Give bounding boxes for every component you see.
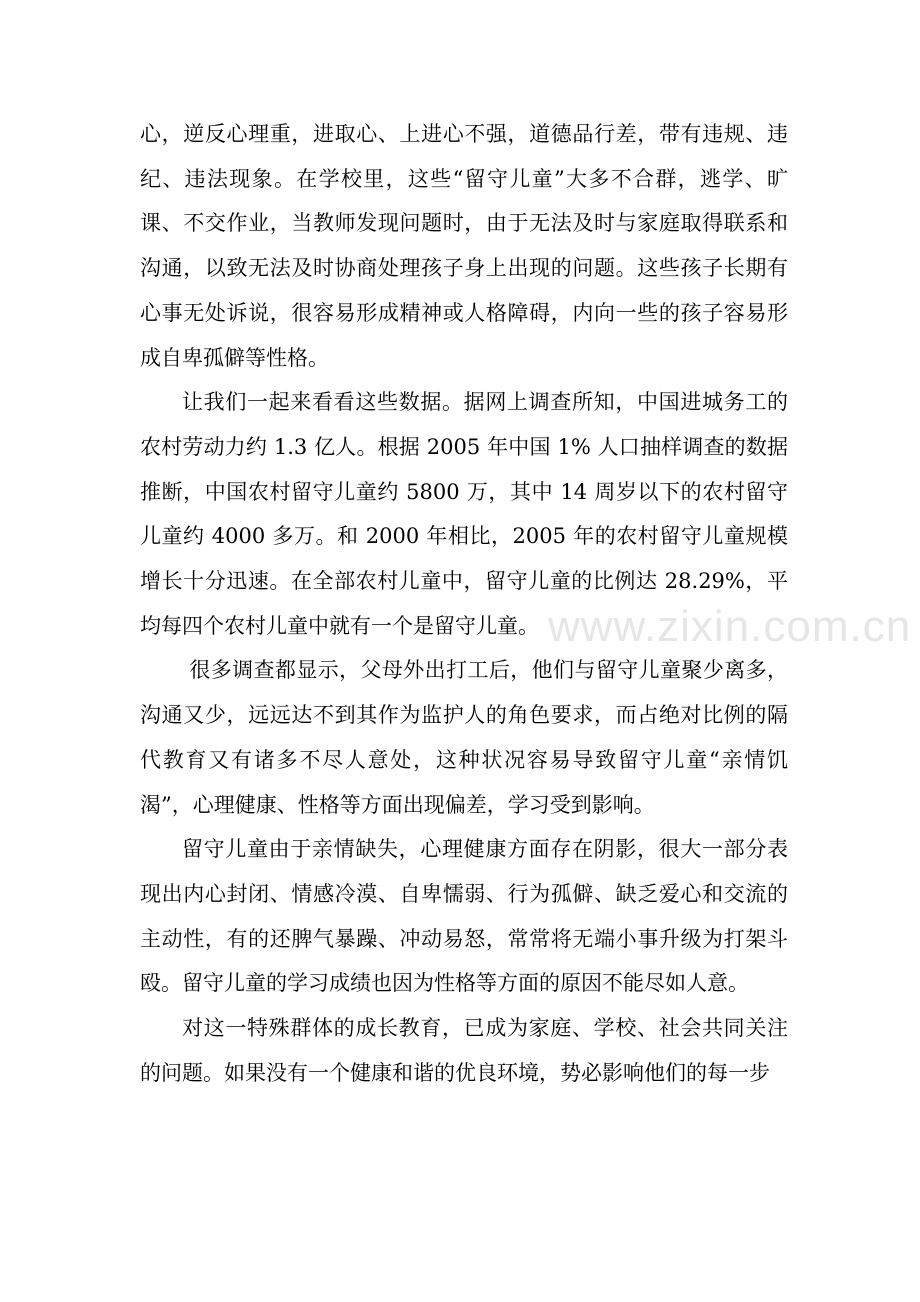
paragraph-4: 留守儿童由于亲情缺失，心理健康方面存在阴影，很大一部分表现出内心封闭、情感冷漠、自卑懦弱、行为孤僻、缺乏爱心和交流的主动性，有的还脾气暴躁、冲动易怒，常常将无端小事升级为打架斗殴。留守儿童的学习成绩也因为性格等方面的原因不能尽如人意。 <box>140 837 788 996</box>
paragraph-5: 对这一特殊群体的成长教育，已成为家庭、学校、社会共同关注的问题。如果没有一个健康和谐的优良环境，势必影响他们的每一步 <box>140 1016 788 1085</box>
document-body <box>140 112 788 1095</box>
paragraph-3: 很多调查都显示，父母外出打工后，他们与留守儿童聚少离多，沟通又少，远远达不到其作为监护人的角色要求，而占绝对比例的隔代教育又有诸多不尽人意处，这种状况容易导致留守儿童“亲情饥渴”，心理健康、性格等方面出现偏差，学习受到影响。 <box>140 658 788 817</box>
paragraph-2: 让我们一起来看看这些数据。据网上调查所知，中国进城务工的农村劳动力约 1.3 亿人。根据 2005 年中国 1% 人口抽样调查的数据推断，中国农村留守儿童约 5800 万，其中 14 周岁以下的农村留守儿童约 4000 多万。和 2000 年相比，2005 年的农村留守儿童规模增长十分迅速。在全部农村儿童中，留守儿童的比例达 28.29%，平均每四个农村儿童中就有一个是留守儿童。 <box>140 390 788 638</box>
watermark-text: www.zixin.com.cn <box>548 602 912 651</box>
paragraph-1: 心，逆反心理重，进取心、上进心不强，道德品行差，带有违规、违纪、违法现象。在学校里，这些“留守儿童”大多不合群，逃学、旷课、不交作业，当教师发现问题时，由于无法及时与家庭取得联系和沟通，以致无法及时协商处理孩子身上出现的问题。这些孩子长期有心事无处诉说，很容易形成精神或人格障碍，内向一些的孩子容易形成自卑孤僻等性格。 <box>140 122 788 370</box>
